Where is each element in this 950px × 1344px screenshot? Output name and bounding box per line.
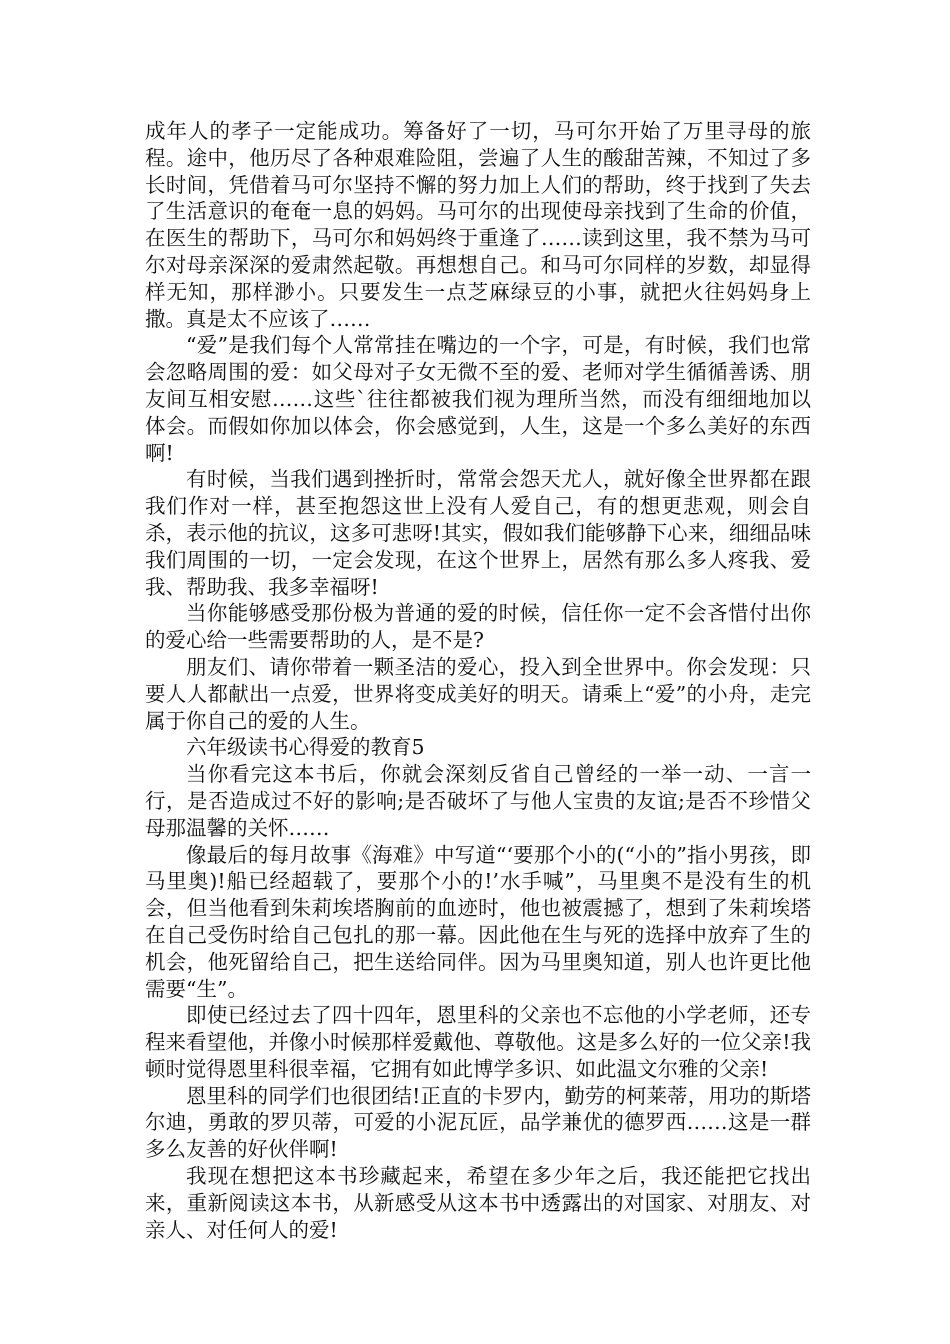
paragraph: 恩里科的同学们也很团结!正直的卡罗内，勤劳的柯莱蒂，用功的斯塔尔迪，勇敢的罗贝蒂，可爱的小泥瓦匠，品学兼优的德罗西……这是一群多么友善的好伙伴啊!: [145, 1083, 811, 1162]
paragraph: 即使已经过去了四十四年，恩里科的父亲也不忘他的小学老师，还专程来看望他，并像小时候那样爱戴他、尊敬他。这是多么好的一位父亲!我顿时觉得恩里科很幸福，它拥有如此博学多识、如此温文尔雅的父亲!: [145, 1003, 811, 1081]
paragraph: 当你看完这本书后，你就会深刻反省自己曾经的一举一动、一言一行，是否造成过不好的影响;是否破坏了与他人宝贵的友谊;是否不珍惜父母那温馨的关怀……: [145, 762, 811, 840]
document-page: [145, 118, 811, 1243]
paragraph: 朋友们、请你带着一颗圣洁的爱心，投入到全世界中。你会发现：只要人人都献出一点爱，世界将变成美好的明天。请乘上“爱”的小舟，走完属于你自己的爱的人生。: [145, 654, 811, 733]
section-heading: 六年级读书心得爱的教育5: [186, 735, 425, 760]
paragraph: 我现在想把这本书珍藏起来，希望在多少年之后，我还能把它找出来，重新阅读这本书，从新感受从这本书中透露出的对国家、对朋友、对亲人、对任何人的爱!: [145, 1164, 811, 1242]
paragraph: 当你能够感受那份极为普通的爱的时候，信任你一定不会吝惜付出你的爱心给一些需要帮助的人，是不是?: [145, 601, 811, 653]
paragraph: 有时候，当我们遇到挫折时，常常会怨天尤人，就好像全世界都在跟我们作对一样，甚至抱怨这世上没有人爱自己，有的想更悲观，则会自杀，表示他的抗议，这多可悲呀!其实，假如我们能够静下心来，细细品味我们周围的一切，一定会发现，在这个世界上，居然有那么多人疼我、爱我、帮助我、我多幸福呀!: [145, 467, 811, 599]
paragraph-continued: 成年人的孝子一定能成功。筹备好了一切，马可尔开始了万里寻母的旅程。途中，他历尽了各种艰难险阻，尝遍了人生的酸甜苦辣，不知过了多长时间，凭借着马可尔坚持不懈的努力加上人们的帮助，终于找到了失去了生活意识的奄奄一息的妈妈。马可尔的出现使母亲找到了生命的价值，在医生的帮助下，马可尔和妈妈终于重逢了……读到这里，我不禁为马可尔对母亲深深的爱肃然起敬。再想想自己。和马可尔同样的岁数，却显得样无知，那样渺小。只要发生一点芝麻绿豆的小事，就把火往妈妈身上撒。真是太不应该了……: [145, 119, 811, 331]
paragraph: “爱”是我们每个人常常挂在嘴边的一个字，可是，有时候，我们也常会忽略周围的爱：如父母对子女无微不至的爱、老师对学生循循善诱、朋友间互相安慰……这些`往往都被我们视为理所当然，而没有细细地加以体会。而假如你加以体会，你会感觉到，人生，这是一个多么美好的东西啊!: [145, 333, 811, 465]
paragraph: 像最后的每月故事《海难》中写道“‘要那个小的(“小的”指小男孩，即马里奥)!船已经超载了，要那个小的!’水手喊”，马里奥不是没有生的机会，但当他看到朱莉埃塔胸前的血迹时，他也被震撼了，想到了朱莉埃塔在自己受伤时给自己包扎的那一幕。因此他在生与死的选择中放弃了生的机会，他死留给自己，把生送给同伴。因为马里奥知道，别人也许更比他需要“生”。: [145, 842, 811, 1001]
